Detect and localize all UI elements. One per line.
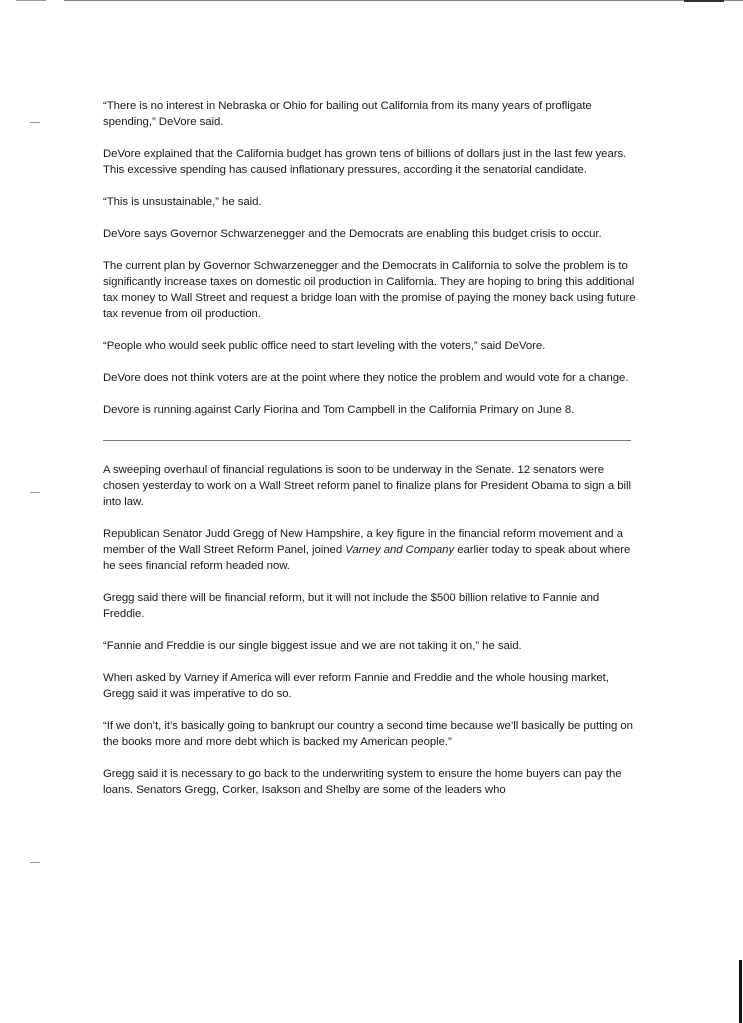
paragraph: Devore is running against Carly Fiorina and Tom Campbell in the California Primary on June 8.: [103, 404, 575, 416]
paragraph: The current plan by Governor Schwarzenegger and the Democrats in California to solve the problem is to significantly increase taxes on domestic oil production in California. They are hoping to bring this additional tax money to Wall Street and request a bridge loan with the promise of paying the money back using future tax revenue from oil production.: [103, 260, 636, 320]
paragraph: “Fannie and Freddie is our single biggest issue and we are not taking it on,” he said.: [103, 640, 522, 652]
margin-mark: [30, 492, 40, 493]
scan-edge-bar: [739, 960, 742, 1023]
section-divider: [103, 440, 631, 441]
paragraph: “People who would seek public office need to start leveling with the voters,” said DeVore.: [103, 340, 546, 352]
paragraph: “If we don’t, it’s basically going to bankrupt our country a second time because we’ll basically be putting on the books more and more debt which is backed my American people.”: [103, 720, 633, 748]
document-body: [103, 98, 643, 814]
show-title: Varney and Company: [345, 544, 455, 556]
paragraph: “This is unsustainable,” he said.: [103, 196, 262, 208]
paragraph: “There is no interest in Nebraska or Ohio for bailing out California from its many years of profligate spending,” DeVore said.: [103, 100, 592, 128]
paragraph: When asked by Varney if America will ever reform Fannie and Freddie and the whole housing market, Gregg said it was imperative to do so.: [103, 672, 609, 700]
article-section-devore: [103, 98, 643, 418]
margin-mark: [30, 122, 40, 123]
page-top-rule: [64, 0, 743, 1]
paragraph: Gregg said it is necessary to go back to the underwriting system to ensure the home buyers can pay the loans. Senators Gregg, Corker, Isakson and Shelby are some of the leaders who: [103, 768, 622, 796]
paragraph: A sweeping overhaul of financial regulations is soon to be underway in the Senate. 12 senators were chosen yesterday to work on a Wall Street reform panel to finalize plans for President Obama to sign a bill into law.: [103, 464, 631, 508]
paragraph-text: earlier today to speak about where he sees financial reform headed now.: [103, 544, 631, 572]
paragraph: DeVore does not think voters are at the point where they notice the problem and would vote for a change.: [103, 372, 629, 384]
margin-mark: [30, 862, 40, 863]
scan-edge-mark: [684, 0, 724, 2]
paragraph: DeVore explained that the California budget has grown tens of billions of dollars just in the last few years. This excessive spending has caused inflationary pressures, according it the senatorial candidate.: [103, 148, 627, 176]
scan-edge-mark: [16, 0, 46, 1]
paragraph: [103, 526, 643, 574]
paragraph: DeVore says Governor Schwarzenegger and the Democrats are enabling this budget crisis to occur.: [103, 228, 602, 240]
paragraph: Gregg said there will be financial reform, but it will not include the $500 billion relative to Fannie and Freddie.: [103, 592, 600, 620]
paragraph-text: Republican Senator Judd Gregg of New Hampshire, a key figure in the financial reform movement and a member of the Wall Street Reform Panel, joined: [103, 528, 623, 556]
article-section-gregg: [103, 462, 643, 798]
